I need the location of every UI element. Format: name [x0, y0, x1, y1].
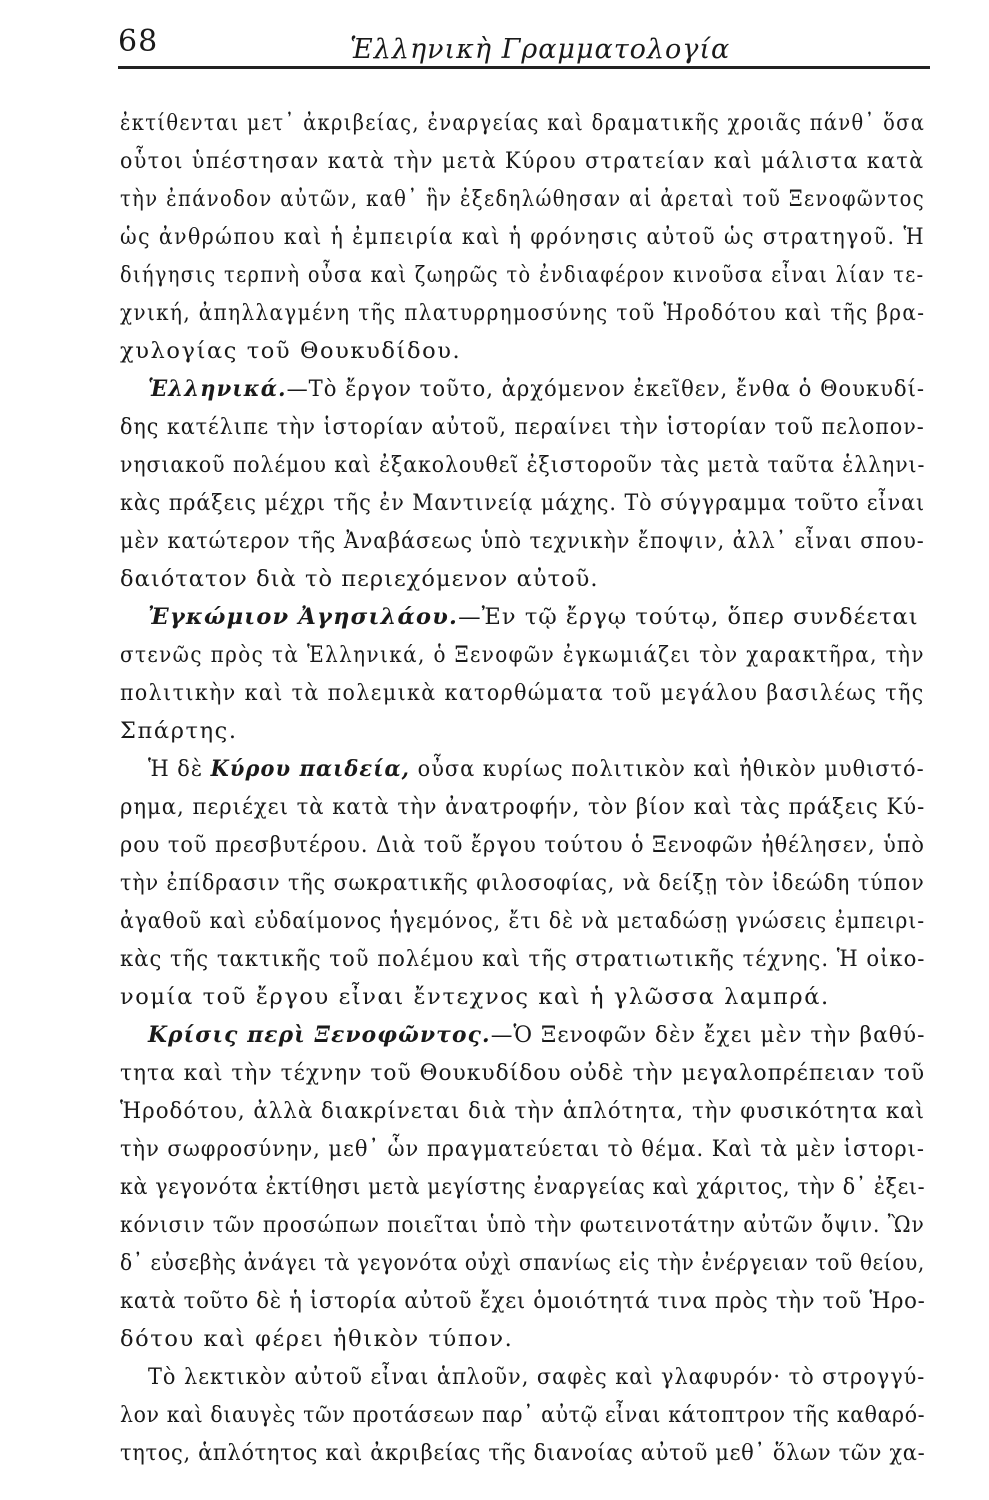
text-line: δης κατέλιπε τὴν ἱστορίαν αὐτοῦ, περαίνει τὴν ἱστορίαν τοῦ πελοπον- [120, 414, 925, 440]
text-line: νησιακοῦ πολέμου καὶ ἐξακολουθεῖ ἐξιστοροῦν τὰς μετὰ ταῦτα ἑλληνι- [120, 452, 926, 478]
text-line: δ᾽ εὐσεβὴς ἀνάγει τὰ γεγονότα οὐχὶ σπανίως εἰς τὴν ἐνέργειαν τοῦ θείου, [120, 1250, 925, 1276]
running-title: Ἑλληνικὴ Γραμματολογία [350, 34, 731, 65]
text-line: κόνισιν τῶν προσώπων ποιεῖται ὑπὸ τὴν φωτεινοτάτην αὐτῶν ὄψιν. Ὢν [120, 1212, 925, 1238]
section-first-line-text: οὖσα κυρίως πολιτικὸν καὶ ἠθικὸν μυθιστό- [417, 756, 925, 782]
text-line: χνική, ἀπηλλαγμένη τῆς πλατυρρημοσύνης τοῦ Ἡροδότου καὶ τῆς βρα- [120, 300, 926, 326]
section-heading-kyropaideia: Κύρου παιδεία, [210, 756, 411, 782]
section-heading-krisis: Κρίσις περὶ Ξενοφῶντος. [148, 1022, 491, 1048]
text-line: χυλογίας τοῦ Θουκυδίδου. [120, 338, 462, 364]
text-line: μὲν κατώτερον τῆς Ἀναβάσεως ὑπὸ τεχνικὴν ἔποψιν, ἀλλ᾽ εἶναι σπου- [120, 528, 925, 554]
text-line: διήγησις τερπνὴ οὖσα καὶ ζωηρῶς τὸ ἐνδιαφέρον κινοῦσα εἶναι λίαν τε- [120, 262, 925, 288]
text-line: οὗτοι ὑπέστησαν κατὰ τὴν μετὰ Κύρου στρατείαν καὶ μάλιστα κατὰ [120, 148, 925, 174]
text-line: Ἡροδότου, ἀλλὰ διακρίνεται διὰ τὴν ἁπλότητα, τὴν φυσικότητα καὶ [120, 1098, 925, 1124]
text-line: ἀγαθοῦ καὶ εὐδαίμονος ἡγεμόνος, ἔτι δὲ νὰ μεταδώσῃ γνώσεις ἐμπειρι- [120, 908, 926, 934]
text-line: ἐκτίθενται μετ᾽ ἀκριβείας, ἐναργείας καὶ δραματικῆς χροιᾶς πάνθ᾽ ὅσα [120, 110, 926, 136]
text-line: πολιτικὴν καὶ τὰ πολεμικὰ κατορθώματα τοῦ μεγάλου βασιλέως τῆς [120, 680, 925, 706]
section-heading-hellenika: Ἑλληνικά. [148, 376, 287, 402]
text-line: τητα καὶ τὴν τέχνην τοῦ Θουκυδίδου οὐδὲ τὴν μεγαλοπρέπειαν τοῦ [120, 1060, 926, 1086]
section-first-line [148, 378, 925, 401]
text-line: ρημα, περιέχει τὰ κατὰ τὴν ἀνατροφήν, τὸν βίον καὶ τὰς πράξεις Κύ- [120, 794, 926, 820]
text-line: κὰ γεγονότα ἐκτίθησι μετὰ μεγίστης ἐναργείας καὶ χάριτος, τὴν δ᾽ ἐξει- [120, 1174, 926, 1200]
text-line: τὴν σωφροσύνην, μεθ᾽ ὧν πραγματεύεται τὸ θέμα. Καὶ τὰ μὲν ἱστορι- [120, 1136, 925, 1162]
text-line: τητος, ἁπλότητος καὶ ἀκριβείας τῆς διανοίας αὐτοῦ μεθ᾽ ὅλων τῶν χα- [120, 1440, 926, 1466]
text-line: κὰς πράξεις μέχρι τῆς ἐν Μαντινείᾳ μάχης. Τὸ σύγγραμμα τοῦτο εἶναι [120, 490, 926, 516]
header-rule [118, 66, 930, 69]
text-line: Σπάρτης. [120, 718, 238, 744]
section-first-line-text: —Ὁ Ξενοφῶν δὲν ἔχει μὲν τὴν βαθύ- [490, 1022, 926, 1048]
text-line: κὰς τῆς τακτικῆς τοῦ πολέμου καὶ τῆς στρατιωτικῆς τέχνης. Ἡ οἰκο- [120, 946, 926, 972]
page-number: 68 [118, 24, 159, 59]
text-line: νομία τοῦ ἔργου εἶναι ἔντεχνος καὶ ἡ γλῶσσα λαμπρά. [120, 984, 830, 1010]
text-line: λον καὶ διαυγὲς τῶν προτάσεων παρ᾽ αὐτῷ εἶναι κάτοπτρον τῆς καθαρό- [120, 1402, 926, 1428]
text-line: τὴν ἐπάνοδον αὐτῶν, καθ᾽ ἣν ἐξεδηλώθησαν αἱ ἀρεταὶ τοῦ Ξενοφῶντος [120, 186, 926, 212]
text-line: δαιότατον διὰ τὸ περιεχόμενον αὐτοῦ. [120, 566, 599, 592]
section-first-line [148, 758, 925, 781]
section-prefix: Ἡ δὲ [148, 756, 204, 782]
section-first-line-text: —Τὸ ἔργον τοῦτο, ἀρχόμενον ἐκεῖθεν, ἔνθα ὁ Θουκυδί- [286, 376, 925, 402]
text-line: στενῶς πρὸς τὰ Ἑλληνικά, ὁ Ξενοφῶν ἐγκωμιάζει τὸν χαρακτῆρα, τὴν [120, 642, 925, 668]
section-heading-agesilaos: Ἐγκώμιον Ἀγησιλάου. [148, 604, 459, 630]
text-line: Τὸ λεκτικὸν αὐτοῦ εἶναι ἁπλοῦν, σαφὲς καὶ γλαφυρόν· τὸ στρογγύ- [148, 1364, 926, 1390]
section-first-line [148, 1024, 925, 1047]
text-line: δότου καὶ φέρει ἠθικὸν τύπον. [120, 1326, 514, 1352]
section-first-line [148, 606, 919, 629]
text-line: τὴν ἐπίδρασιν τῆς σωκρατικῆς φιλοσοφίας, νὰ δείξῃ τὸν ἰδεώδη τύπον [120, 870, 925, 896]
section-first-line-text: —Ἐν τῷ ἔργῳ τούτῳ, ὅπερ συνδέεται [458, 604, 919, 630]
text-line: ὡς ἀνθρώπου καὶ ἡ ἐμπειρία καὶ ἡ φρόνησις αὐτοῦ ὡς στρατηγοῦ. Ἡ [120, 224, 926, 250]
text-line: ρου τοῦ πρεσβυτέρου. Διὰ τοῦ ἔργου τούτου ὁ Ξενοφῶν ἠθέλησεν, ὑπὸ [120, 832, 925, 858]
text-line: κατὰ τοῦτο δὲ ἡ ἱστορία αὐτοῦ ἔχει ὁμοιότητά τινα πρὸς τὴν τοῦ Ἡρο- [120, 1288, 926, 1314]
